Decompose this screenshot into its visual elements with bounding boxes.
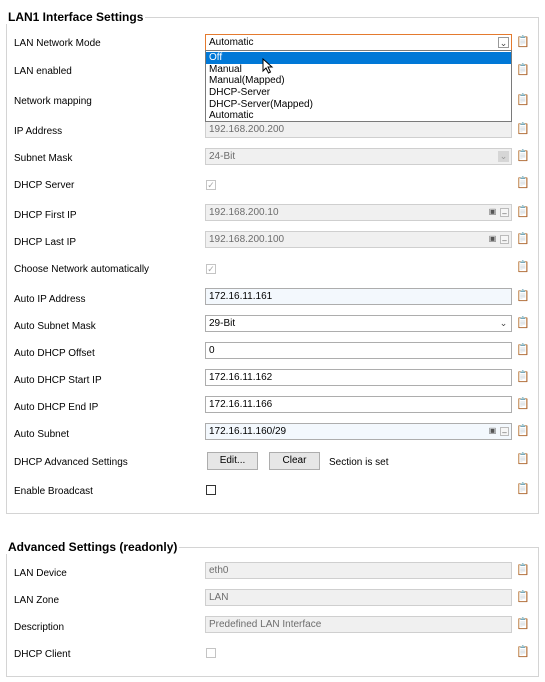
dhcp-last-ip-field: [205, 231, 512, 248]
clipboard-icon[interactable]: 📋: [516, 94, 530, 106]
auto-ip-address-field[interactable]: 172.16.11.161: [205, 288, 512, 305]
mouse-cursor-icon: [262, 58, 274, 74]
auto-subnet-mask-value: 29-Bit: [209, 318, 236, 329]
clear-button[interactable]: Clear: [269, 452, 320, 470]
minus-icon[interactable]: –: [500, 427, 509, 436]
auto-subnet-mask-select[interactable]: [205, 315, 512, 332]
choose-network-auto-label: Choose Network automatically: [14, 264, 150, 275]
minus-icon: –: [500, 235, 509, 244]
clipboard-icon: ▣: [488, 207, 497, 216]
clipboard-icon[interactable]: 📋: [516, 233, 530, 245]
auto-subnet-label: Auto Subnet: [14, 429, 70, 440]
lan-device-field: eth0: [205, 562, 512, 579]
dropdown-option-automatic[interactable]: Automatic: [209, 110, 254, 122]
dhcp-advanced-settings-label: DHCP Advanced Settings: [14, 457, 128, 468]
enable-broadcast-label: Enable Broadcast: [14, 486, 93, 497]
clipboard-icon[interactable]: 📋: [516, 36, 530, 48]
clipboard-icon[interactable]: 📋: [516, 398, 530, 410]
dhcp-first-ip-value: 192.168.200.10: [209, 207, 279, 218]
auto-dhcp-offset-label: Auto DHCP Offset: [14, 348, 95, 359]
auto-dhcp-end-ip-field[interactable]: 172.16.11.166: [205, 396, 512, 413]
clipboard-icon[interactable]: 📋: [516, 123, 530, 135]
lan-network-mode-select[interactable]: [205, 34, 512, 51]
clipboard-icon[interactable]: 📋: [516, 64, 530, 76]
lan-zone-field: LAN: [205, 589, 512, 606]
description-label: Description: [14, 622, 65, 633]
clipboard-icon: ▣: [488, 234, 497, 243]
ip-address-label: IP Address: [14, 126, 63, 137]
checkmark-icon: ✓: [207, 180, 215, 190]
clipboard-icon[interactable]: 📋: [516, 564, 530, 576]
clipboard-icon[interactable]: 📋: [516, 206, 530, 218]
chevron-down-icon[interactable]: ⌄: [499, 318, 508, 328]
dhcp-first-ip-field: [205, 204, 512, 221]
clipboard-icon[interactable]: 📋: [516, 618, 530, 630]
dropdown-option-dhcp-server[interactable]: DHCP-Server: [209, 87, 271, 99]
choose-network-auto-checkbox: [206, 264, 216, 274]
ip-address-field: 192.168.200.200: [205, 121, 512, 138]
clipboard-icon[interactable]: 📋: [516, 425, 530, 437]
clipboard-icon[interactable]: 📋: [516, 344, 530, 356]
auto-ip-address-label: Auto IP Address: [14, 294, 86, 305]
dhcp-client-checkbox: [206, 648, 216, 658]
clipboard-icon[interactable]: 📋: [516, 591, 530, 603]
clipboard-icon[interactable]: 📋: [516, 261, 530, 273]
auto-dhcp-start-ip-label: Auto DHCP Start IP: [14, 375, 102, 386]
clipboard-icon[interactable]: ▣: [488, 426, 497, 435]
auto-dhcp-offset-field[interactable]: 0: [205, 342, 512, 359]
subnet-mask-select: [205, 148, 512, 165]
subnet-mask-label: Subnet Mask: [14, 153, 73, 164]
dropdown-option-dhcp-server-mapped[interactable]: DHCP-Server(Mapped): [209, 98, 313, 110]
checkmark-icon: ✓: [207, 264, 215, 274]
auto-dhcp-start-ip-field[interactable]: 172.16.11.162: [205, 369, 512, 386]
chevron-down-icon[interactable]: ⌄: [499, 38, 508, 48]
clipboard-icon[interactable]: 📋: [516, 483, 530, 495]
lan-network-mode-label: LAN Network Mode: [14, 38, 101, 49]
dhcp-advanced-status: Section is set: [329, 457, 389, 468]
advanced-settings-title: Advanced Settings (readonly): [8, 540, 178, 554]
clipboard-icon[interactable]: 📋: [516, 371, 530, 383]
clipboard-icon[interactable]: 📋: [516, 453, 530, 465]
dhcp-first-ip-label: DHCP First IP: [14, 210, 77, 221]
lan-enabled-label: LAN enabled: [14, 66, 72, 77]
dropdown-option-manual[interactable]: Manual: [209, 63, 242, 75]
dhcp-client-label: DHCP Client: [14, 649, 71, 660]
lan-zone-label: LAN Zone: [14, 595, 60, 606]
lan-network-mode-dropdown: [205, 50, 512, 122]
clipboard-icon[interactable]: 📋: [516, 290, 530, 302]
dhcp-last-ip-label: DHCP Last IP: [14, 237, 77, 248]
auto-subnet-mask-label: Auto Subnet Mask: [14, 321, 96, 332]
minus-icon: –: [500, 208, 509, 217]
subnet-mask-value: 24-Bit: [209, 151, 236, 162]
dropdown-option-manual-mapped[interactable]: Manual(Mapped): [209, 75, 285, 87]
lan-network-mode-value: Automatic: [209, 37, 254, 48]
lan-device-label: LAN Device: [14, 568, 67, 579]
clipboard-icon[interactable]: 📋: [516, 646, 530, 658]
description-field: Predefined LAN Interface: [205, 616, 512, 633]
edit-button[interactable]: Edit...: [207, 452, 258, 470]
dropdown-option-off[interactable]: Off: [206, 52, 511, 64]
clipboard-icon[interactable]: 📋: [516, 317, 530, 329]
chevron-down-icon: ⌄: [499, 151, 508, 161]
network-mapping-label: Network mapping: [14, 96, 92, 107]
clipboard-icon[interactable]: 📋: [516, 150, 530, 162]
auto-subnet-field[interactable]: [205, 423, 512, 440]
auto-dhcp-end-ip-label: Auto DHCP End IP: [14, 402, 99, 413]
lan1-settings-title: LAN1 Interface Settings: [8, 10, 144, 24]
clipboard-icon[interactable]: 📋: [516, 177, 530, 189]
dhcp-server-checkbox: [206, 180, 216, 190]
enable-broadcast-checkbox[interactable]: [206, 485, 216, 495]
dhcp-server-label: DHCP Server: [14, 180, 75, 191]
auto-subnet-value: 172.16.11.160/29: [209, 426, 287, 437]
dhcp-last-ip-value: 192.168.200.100: [209, 234, 285, 245]
